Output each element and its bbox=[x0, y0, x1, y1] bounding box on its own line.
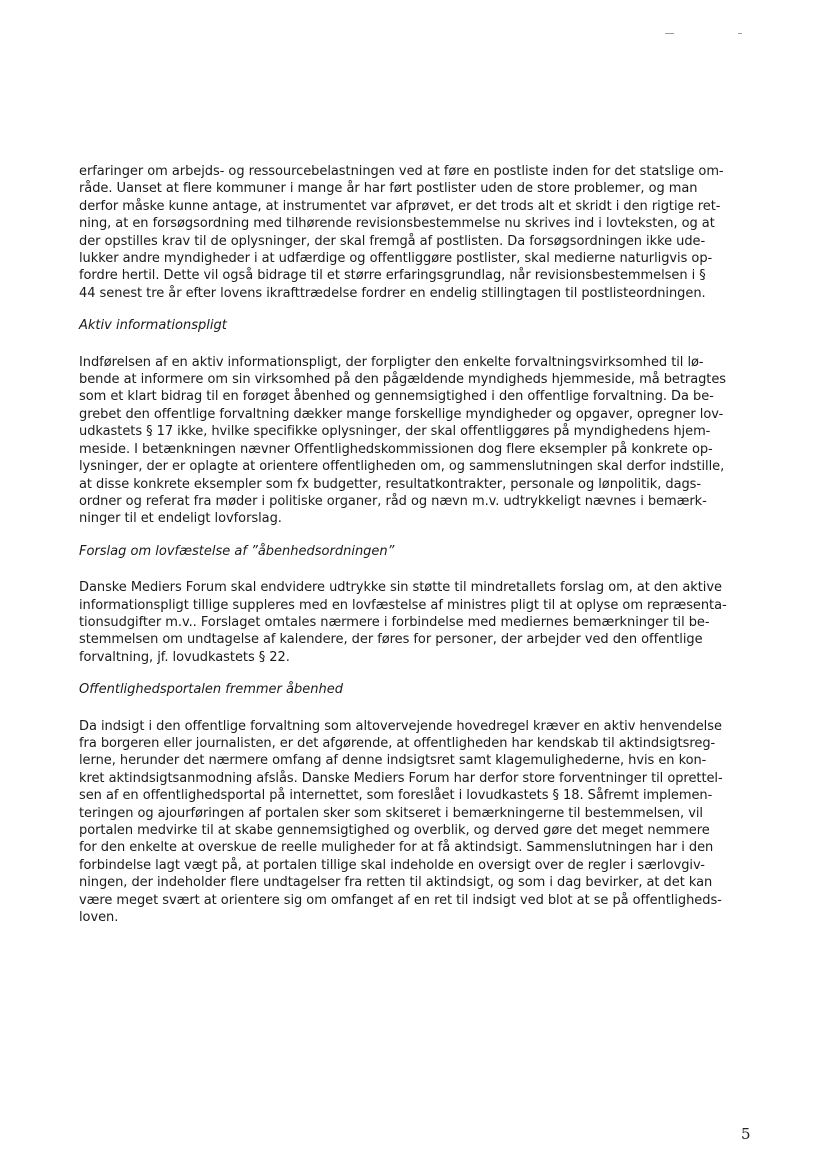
section-spacer bbox=[79, 560, 755, 579]
text-line: der opstilles krav til de oplysninger, der skal fremgå af postlisten. Da forsøgsordningen ikke ude- bbox=[79, 233, 706, 249]
text-line: forvaltning, jf. lovudkastets § 22. bbox=[79, 649, 290, 665]
text-line: udkastets § 17 ikke, hvilke specifikke oplysninger, der skal offentliggøres på myndighedens hjem- bbox=[79, 424, 711, 440]
text-line: Da indsigt i den offentlige forvaltning som altovervejende hovedregel kræver en aktiv henvendelse bbox=[79, 718, 722, 734]
text-line: lysninger, der er oplagte at orientere offentligheden om, og sammenslutningen skal derfor indstille, bbox=[79, 459, 725, 475]
scan-mark bbox=[738, 33, 742, 34]
text-line: erfaringer om arbejds- og ressourcebelastningen ved at føre en postliste inden for det statslige om- bbox=[79, 164, 724, 179]
text-line: lukker andre myndigheder i at udfærdige og offentliggøre postlister, skal medierne naturligvis op- bbox=[79, 251, 713, 267]
section-heading: Forslag om lovfæstelse af ”åbenhedsordningen” bbox=[79, 543, 395, 559]
section-heading: Aktiv informationspligt bbox=[79, 318, 227, 334]
text-line: råde. Uanset at flere kommuner i mange år har ført postlister uden de store problemer, og man bbox=[79, 181, 698, 197]
body-paragraph bbox=[79, 163, 755, 302]
body-paragraph bbox=[79, 579, 755, 666]
text-line: tionsudgifter m.v.. Forslaget omtales nærmere i forbindelse med mediernes bemærkninger til be- bbox=[79, 614, 710, 630]
text-line: være meget svært at orientere sig om omfanget af en ret til indsigt ved blot at se på offentligheds- bbox=[79, 892, 722, 908]
section-spacer bbox=[79, 699, 755, 718]
text-line: grebet den offentlige forvaltning dækker mange forskellige myndigheder og opgaver, opregner lov- bbox=[79, 406, 724, 422]
text-line: Indførelsen af en aktiv informationspligt, der forpligter den enkelte forvaltningsvirksomhed til lø- bbox=[79, 354, 704, 370]
body-paragraph bbox=[79, 718, 755, 927]
text-line: informationspligt tillige suppleres med en lovfæstelse af ministres pligt til at oplyse om repræsenta- bbox=[79, 597, 727, 613]
page-number: 5 bbox=[741, 1125, 751, 1143]
text-line: sen af en offentlighedsportal på internettet, som foreslået i lovudkastets § 18. Såfremt implemen- bbox=[79, 788, 713, 804]
document-body bbox=[79, 163, 755, 926]
text-line: loven. bbox=[79, 910, 119, 926]
text-line: derfor måske kunne antage, at instrumentet var afprøvet, er det trods alt et skridt i den rigtige ret- bbox=[79, 198, 721, 214]
text-line: ning, at en forsøgsordning med tilhørende revisionsbestemmelse nu skrives ind i lovteksten, og at bbox=[79, 216, 715, 232]
scan-mark bbox=[665, 33, 674, 34]
text-line: fra borgeren eller journalisten, er det afgørende, at offentligheden har kendskab til aktindsigtsreg- bbox=[79, 735, 716, 751]
text-line: meside. I betænkningen nævner Offentlighedskommissionen dog flere eksempler på konkrete op- bbox=[79, 441, 713, 457]
text-line: bende at informere om sin virksomhed på den pågældende myndigheds hjemmeside, må betragtes bbox=[79, 372, 727, 388]
section-spacer bbox=[79, 666, 755, 681]
section-spacer bbox=[79, 528, 755, 543]
body-paragraph bbox=[79, 354, 755, 528]
text-line: ninger til et endeligt lovforslag. bbox=[79, 511, 282, 527]
text-line: kret aktindsigtsanmodning afslås. Danske Mediers Forum har derfor store forventninger til oprettel- bbox=[79, 770, 723, 786]
section-spacer bbox=[79, 335, 755, 354]
text-line: lerne, herunder det nærmere omfang af denne indsigtsret samt klagemulighederne, hvis en kon- bbox=[79, 753, 707, 769]
section-heading: Offentlighedsportalen fremmer åbenhed bbox=[79, 682, 343, 698]
text-line: ordner og referat fra møder i politiske organer, råd og nævn m.v. udtrykkeligt nævnes i bemærk- bbox=[79, 493, 707, 509]
section-spacer bbox=[79, 302, 755, 317]
text-line: at disse konkrete eksempler som fx budgetter, resultatkontrakter, personale og lønpolitik, dags- bbox=[79, 476, 702, 492]
text-line: fordre hertil. Dette vil også bidrage til et større erfaringsgrundlag, når revisionsbestemmelsen i § bbox=[79, 268, 706, 284]
text-line: teringen og ajourføringen af portalen sker som skitseret i bemærkningerne til bestemmelsen, vil bbox=[79, 805, 703, 821]
text-line: forbindelse lagt vægt på, at portalen tillige skal indeholde en oversigt over de regler i særlovgiv- bbox=[79, 857, 705, 873]
text-line: 44 senest tre år efter lovens ikrafttrædelse fordrer en endelig stillingtagen til postlisteordningen. bbox=[79, 285, 706, 301]
text-line: for den enkelte at overskue de reelle muligheder for at få aktindsigt. Sammenslutningen har i den bbox=[79, 840, 714, 856]
text-line: Danske Mediers Forum skal endvidere udtrykke sin støtte til mindretallets forslag om, at den aktive bbox=[79, 580, 722, 596]
text-line: ningen, der indeholder flere undtagelser fra retten til aktindsigt, og som i dag bevirker, at det kan bbox=[79, 875, 713, 891]
text-line: stemmelsen om undtagelse af kalendere, der føres for personer, der arbejder ved den offentlige bbox=[79, 632, 703, 648]
text-line: som et klart bidrag til en forøget åbenhed og gennemsigtighed i den offentlige forvaltning. Da be- bbox=[79, 389, 714, 405]
text-line: portalen medvirke til at skabe gennemsigtighed og overblik, og derved gøre det meget nemmere bbox=[79, 823, 710, 838]
